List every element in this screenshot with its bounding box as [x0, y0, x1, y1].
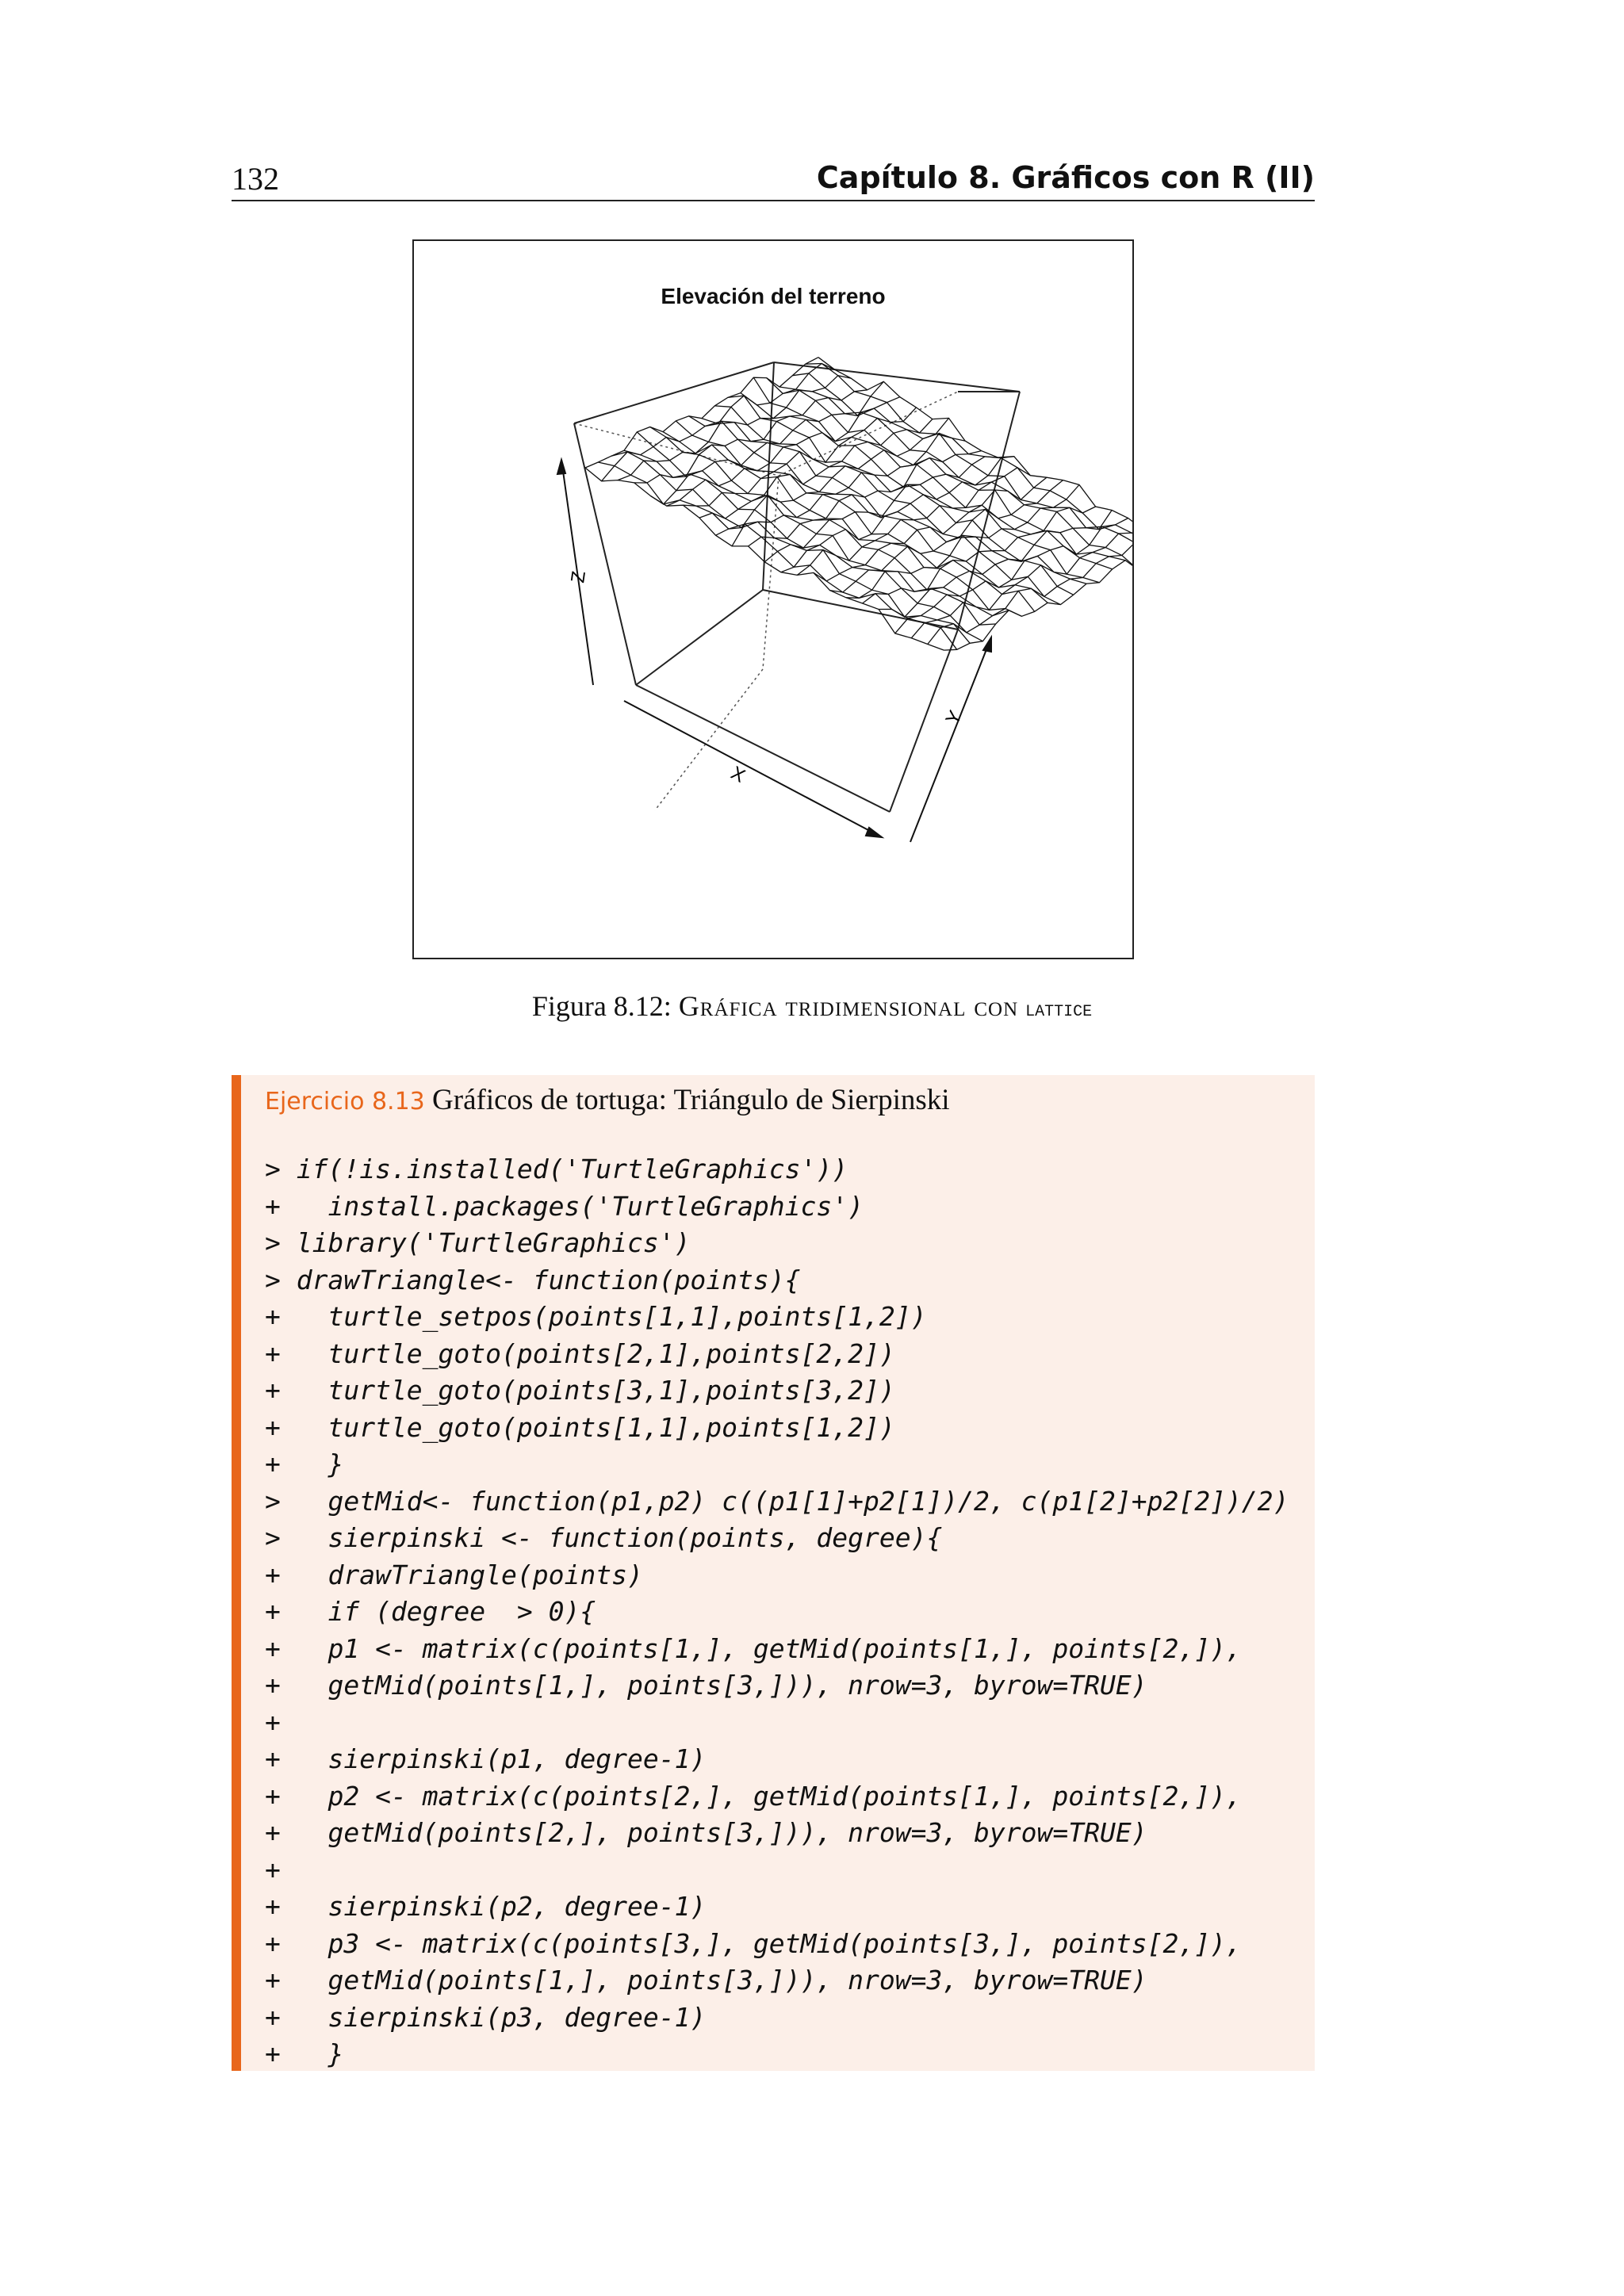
code-line: > library('TurtleGraphics') [265, 1227, 691, 1258]
exercise-box [232, 1075, 1315, 2071]
y-axis-arrow [910, 637, 991, 842]
x-axis-label: X [727, 762, 749, 787]
chapter-title: Capítulo 8. Gráficos con R (II) [816, 160, 1315, 195]
code-line: + install.packages('TurtleGraphics') [265, 1190, 864, 1222]
figure-3d-plot [412, 239, 1134, 959]
wireframe-surface [414, 241, 1132, 958]
mesh-line [676, 421, 1034, 612]
code-line: + p1 <- matrix(c(points[1,], getMid(points[1,], points[2,]), [265, 1632, 1242, 1664]
z-axis-label: Z [567, 569, 590, 584]
code-line: + turtle_goto(points[1,1],points[1,2]) [265, 1411, 895, 1443]
mesh-line [767, 378, 1125, 561]
mesh-line [741, 393, 1099, 583]
code-line: + drawTriangle(points) [265, 1559, 643, 1590]
code-line: > sierpinski <- function(points, degree){ [265, 1522, 943, 1553]
code-line: + turtle_goto(points[3,1],points[3,2]) [265, 1375, 895, 1406]
code-line: + p2 <- matrix(c(points[2,], getMid(points[1,], points[2,]), [265, 1780, 1242, 1812]
code-line: + turtle_goto(points[2,1],points[2,2]) [265, 1337, 895, 1369]
exercise-label: Ejercicio 8.13 [265, 1088, 425, 1115]
mesh-line [895, 519, 1128, 633]
caption-code: lattice [1025, 998, 1093, 1023]
caption-prefix: Figura 8.12: [531, 990, 679, 1022]
code-line: + sierpinski(p1, degree-1) [265, 1743, 707, 1774]
mesh-line [585, 358, 818, 468]
mesh-line [944, 548, 1132, 651]
code-line: + [265, 1854, 281, 1885]
mesh-line [753, 377, 1112, 569]
code-line: > if(!is.installed('TurtleGraphics')) [265, 1154, 848, 1184]
code-line: > drawTriangle<- function(points){ [265, 1264, 801, 1295]
code-line: > getMid<- function(p1,p2) c((p1[1]+p2[1])/2, c(p1[2]+p2[2])/2) [265, 1485, 1289, 1517]
page-number: 132 [232, 161, 279, 197]
page-header [232, 159, 1315, 201]
code-line: + getMid(points[1,], points[3,])), nrow=3, byrow=TRUE) [265, 1965, 1147, 1996]
code-line: + turtle_setpos(points[1,1],points[1,2]) [265, 1301, 927, 1332]
mesh-line [716, 418, 949, 535]
code-line: + p3 <- matrix(c(points[3,], getMid(points[3,], points[2,]), [265, 1927, 1242, 1959]
code-line: + sierpinski(p3, degree-1) [265, 2001, 707, 2033]
code-line: + sierpinski(p2, degree-1) [265, 1891, 707, 1922]
x-axis-arrow [624, 701, 882, 837]
plot-title: Elevación del terreno [661, 284, 886, 308]
code-block [265, 1151, 1289, 2073]
code-line: + [265, 1706, 281, 1738]
figure-caption [0, 989, 1624, 1023]
mesh-line [611, 452, 970, 643]
mesh-line [879, 511, 1112, 618]
code-line: + if (degree > 0){ [265, 1596, 596, 1627]
code-line: + } [265, 2038, 344, 2069]
caption-text: Gráfica tridimensional con [678, 990, 1019, 1022]
code-line: + getMid(points[1,], points[3,])), nrow=3, byrow=TRUE) [265, 1670, 1147, 1701]
exercise-title: Gráficos de tortuga: Triángulo de Sierpinski [432, 1084, 950, 1116]
code-line: + getMid(points[2,], points[3,])), nrow=3, byrow=TRUE) [265, 1817, 1147, 1848]
code-line: + } [265, 1448, 344, 1479]
exercise-heading [265, 1083, 950, 1117]
y-axis-label: Y [941, 707, 967, 729]
